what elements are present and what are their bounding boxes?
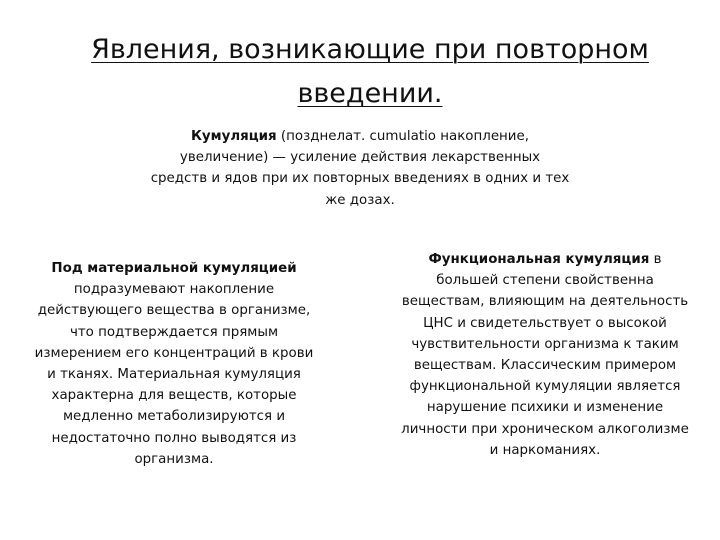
functional-cumulation-text: в большей степени свойственна веществам, влияющим на деятельность ЦНС и свидетельствует о высокой чувствительности организма к таким веществам. Классическим примером функциональной кумуляции является нарушение психики и изменение личности при хроническом алкоголизме и наркоманиях. <box>401 252 689 458</box>
material-cumulation-text: подразумевают накопление действующего вещества в организме, что подтверждается прямым измерением его концентраций в крови и тканях. Материальная кумуляция характерна для веществ, которые медленно метаболизируются и недостаточно полно выводятся из организма. <box>34 282 314 467</box>
slide-title <box>40 28 700 116</box>
slide-title-line-2: введении. <box>297 78 443 109</box>
intro-definition <box>150 126 570 211</box>
intro-term: Кумуляция <box>190 129 277 144</box>
intro-text: (позднелат. cumulatio накопление, увеличение) — усиление действия лекарственных средств и ядов при их повторных введениях в одних и тех же дозах. <box>150 129 570 208</box>
slide-title-line-1: Явления, возникающие при повторном <box>91 34 649 65</box>
material-cumulation-paragraph <box>30 258 318 470</box>
functional-cumulation-paragraph <box>398 249 692 461</box>
material-cumulation-term: Под материальной кумуляцией <box>51 261 297 276</box>
functional-cumulation-term: Функциональная кумуляция <box>428 252 650 267</box>
